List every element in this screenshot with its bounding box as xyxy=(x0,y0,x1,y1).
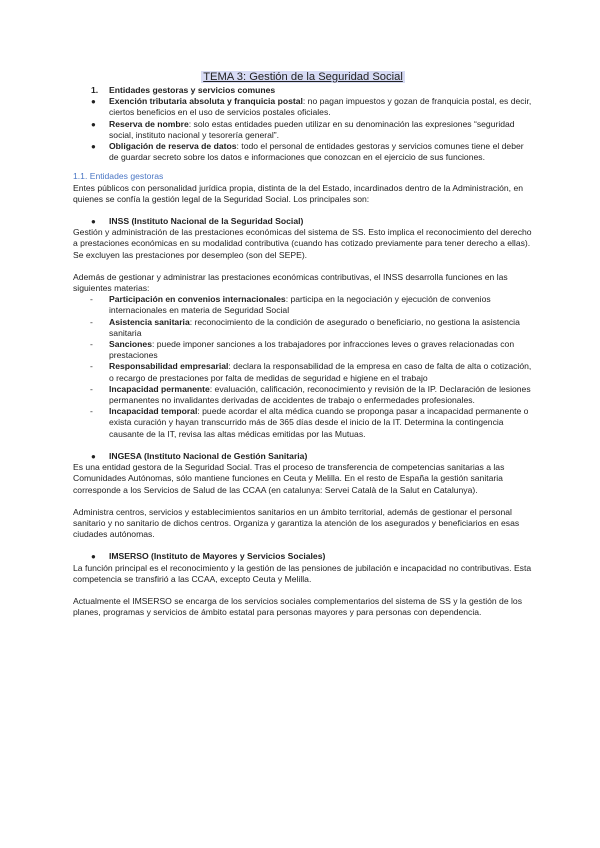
section-heading: 1.1. Entidades gestoras xyxy=(73,171,164,182)
ingesa-heading: ● INGESA (Instituto Nacional de Gestión Sanitaria) xyxy=(91,450,308,461)
list-item: ● Obligación de reserva de datos: todo el personal de entidades gestoras y servicios comunes tiene el deber de guardar secreto sobre los datos e informaciones que conozcan en el ejercicio de sus funciones. xyxy=(91,141,524,163)
inss-functions-list xyxy=(73,294,533,440)
list-item: - Participación en convenios internacionales: participa en la negociación y ejecución de convenios internacionales en materia de Seguridad Social xyxy=(90,294,491,316)
list-item: - Incapacidad permanente: evaluación, calificación, reconocimiento y revisión de la IP. Declaración de lesiones permanentes no invalidantes derivadas de accidentes de trabajo o enfermedades profesionales. xyxy=(90,383,531,406)
page-title: TEMA 3: Gestión de la Seguridad Social xyxy=(203,71,403,83)
list-item: - Sanciones: puede imponer sanciones a los trabajadores por infracciones leves o graves relacionadas con prestaciones xyxy=(90,339,515,361)
imserso-paragraph: La función principal es el reconocimiento y la gestión de las pensiones de jubilación e incapacidad no contributivas. Esta competencia se transfirió a las CCAA, excepto Ceuta y Melilla. xyxy=(73,562,532,584)
list-item: - Responsabilidad empresarial: declara la responsabilidad de la empresa en caso de falta de alta o cotización, o recargo de prestaciones por falta de medidas de seguridad e higiene en el trabajo xyxy=(90,361,532,383)
imserso-paragraph: Actualmente el IMSERSO se encarga de los servicios sociales complementarios del sistema de SS y la gestión de los planes, programas y servicios de ámbito estatal para personas mayores y para personas con dependencia. xyxy=(73,595,522,618)
ingesa-paragraph: Administra centros, servicios y establecimientos sanitarios en un ámbito territorial, además de gestionar el personal sanitario y no sanitario de dichos centros. Organiza y garantiza la atención de los asegurados y beneficiarios en esas ciudades autónomas. xyxy=(73,506,520,540)
imserso-heading: ● IMSERSO (Instituto de Mayores y Servicios Sociales) xyxy=(91,551,326,562)
intro-list xyxy=(73,85,533,163)
list-item: 1. Entidades gestoras y servicios comunes xyxy=(91,85,276,95)
list-item: - Asistencia sanitaria: reconocimiento de la condición de asegurado o beneficiario, no gestiona la asistencia sanitaria xyxy=(90,316,520,338)
list-item: - Incapacidad temporal: puede acordar el alta médica cuando se proponga pasar a incapacidad permanente o exista curación y hayan transcurrido más de 365 días desde el inicio de la IT. Determina la contingencia causante de la IT, revisa las altas médicas emitidas por las Mutuas. xyxy=(90,406,529,439)
list-item: ● Reserva de nombre: solo estas entidades pueden utilizar en su denominación las expresiones “seguridad social, instituto nacional y tesorería general”. xyxy=(91,118,515,140)
ingesa-paragraph: Es una entidad gestora de la Seguridad Social. Tras el proceso de transferencia de competencias sanitarias a las Comunidades Autónomas, sólo mantiene funciones en Ceuta y Melilla. En el resto de España la gestión sanitaria corresponde a los Servicios de Salud de las CCAA (en catalunya: Servei Català de la Salut en Catalunya). xyxy=(73,462,505,495)
inss-heading: ● INSS (Instituto Nacional de la Seguridad Social) xyxy=(91,216,304,227)
document-page xyxy=(73,70,533,618)
list-item: ● Exención tributaria absoluta y franquicia postal: no pagan impuestos y gozan de franquicia postal, es decir, ciertos beneficios en el uso de servicios postales oficiales. xyxy=(91,96,532,118)
inss-paragraph: Gestión y administración de las prestaciones económicas del sistema de SS. Esto implica el reconocimiento del derecho a prestaciones económicas en su modalidad contributiva (cuando has cotizado previamente para tener derecho a ellas). Se excluyen las prestaciones por desempleo (son del SEPE). xyxy=(73,227,532,260)
section-intro: Entes públicos con personalidad jurídica propia, distinta de la del Estado, incardinados dentro de la Administración, en quienes se confía la gestión legal de la Seguridad Social. Los principales son: xyxy=(73,182,524,204)
inss-paragraph: Además de gestionar y administrar las prestaciones económicas contributivas, el INSS desarrolla funciones en las siguientes materias: xyxy=(73,271,508,294)
